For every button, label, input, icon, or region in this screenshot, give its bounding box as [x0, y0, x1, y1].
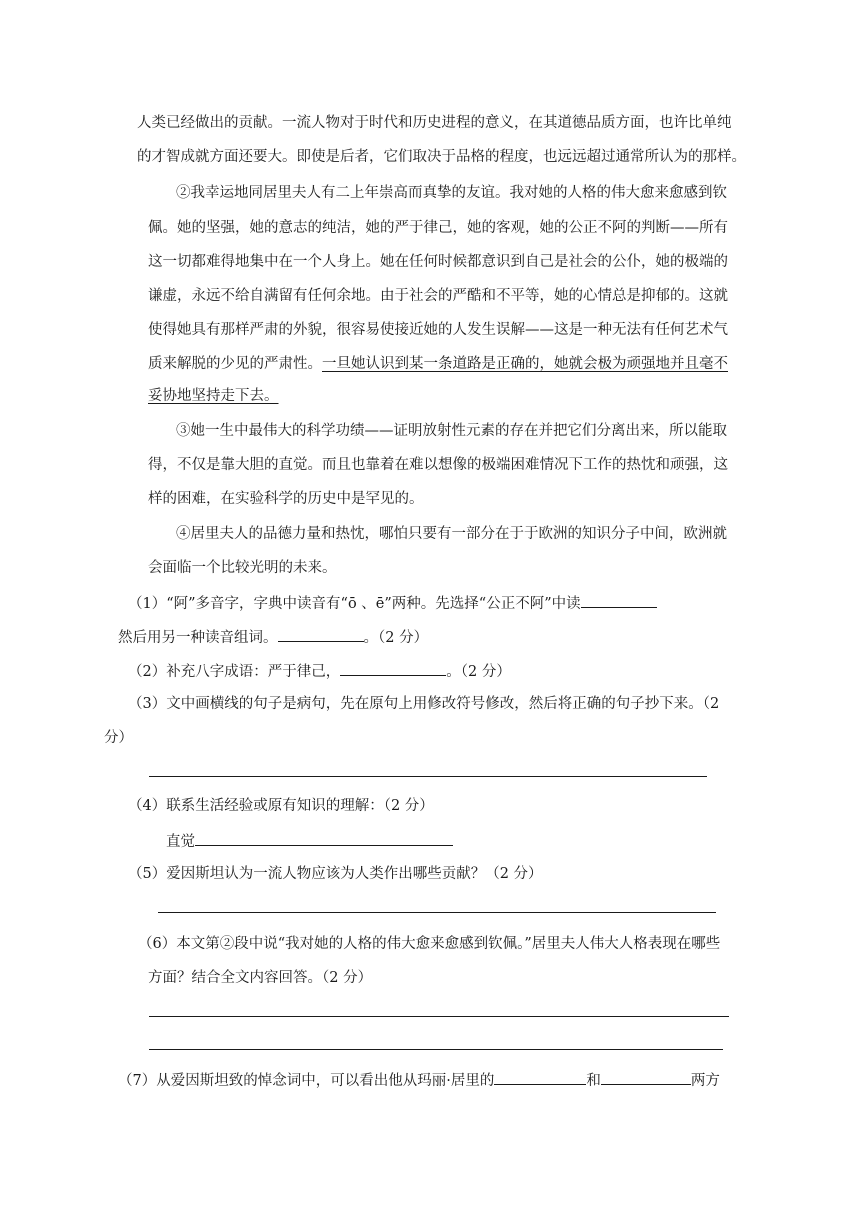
underlined-sentence: 一旦她认识到某一条道路是正确的，她就会极为顽强地并且毫不 — [322, 356, 728, 372]
answer-line[interactable] — [149, 1016, 729, 1017]
question-6: （6）本文第②段中说“我对她的人格的伟大愈来愈感到钦佩。”居里夫人伟大人格表现在哪些 — [138, 936, 721, 952]
question-3-cont: 分） — [104, 730, 133, 746]
question-1-cont — [118, 626, 428, 648]
question-4-cont — [166, 830, 453, 852]
passage-line: ②我幸运地同居里夫人有二上年崇高而真挚的友谊。我对她的人格的伟大愈来愈感到钦 — [176, 185, 727, 201]
answer-line[interactable] — [149, 1049, 723, 1050]
passage-line: 谦虚，永远不给自满留有任何余地。由于社会的严酷和不平等，她的心情总是抑郁的。这就 — [148, 288, 728, 304]
question-7-text: 两方 — [690, 1073, 720, 1089]
answer-blank[interactable] — [195, 830, 453, 846]
answer-blank[interactable] — [278, 626, 364, 642]
answer-blank[interactable] — [601, 1069, 691, 1085]
question-5: （5）爱因斯坦认为一流人物应该为人类作出哪些贡献？（2 分） — [128, 866, 543, 882]
question-7 — [118, 1069, 720, 1091]
question-4-term: 直觉 — [166, 834, 195, 850]
question-6-cont: 方面？结合全文内容回答。（2 分） — [148, 970, 373, 986]
question-2-text: （2）补充八字成语：严于律己， — [128, 664, 341, 680]
question-1 — [128, 592, 657, 614]
question-2 — [128, 660, 511, 682]
question-4: （4）联系生活经验或原有知识的理解：（2 分） — [128, 798, 434, 814]
question-1-text: 然后用另一种读音组词。 — [118, 630, 278, 646]
question-7-text: 和 — [586, 1073, 601, 1089]
answer-blank[interactable] — [581, 592, 657, 608]
passage-line: ④居里夫人的品德力量和热忱，哪怕只要有一部分在于于欧洲的知识分子中间，欧洲就 — [176, 526, 727, 542]
question-7-text: （7）从爱因斯坦致的悼念词中，可以看出他从玛丽·居里的 — [118, 1073, 495, 1089]
answer-line[interactable] — [149, 776, 707, 777]
passage-text: 质来解脱的少见的严肃性。 — [148, 356, 322, 372]
passage-line: 会面临一个比较光明的未来。 — [148, 560, 337, 576]
passage-line: 佩。她的坚强，她的意志的纯洁，她的严于律己，她的客观，她的公正不阿的判断——所有 — [148, 220, 728, 236]
passage-line: 使得她具有那样严肃的外貌，很容易使接近她的人发生误解——这是一种无法有任何艺术气 — [148, 322, 728, 338]
passage-line — [148, 354, 728, 374]
passage-line: 的才智成就方面还要大。即使是后者，它们取决于品格的程度，也远远超过通常所认为的那样。 — [137, 149, 746, 165]
question-1-score: 。（2 分） — [363, 630, 429, 646]
passage-line: 这一切都难得地集中在一个人身上。她在任何时候都意识到自己是社会的公仆，她的极端的 — [148, 254, 728, 270]
question-2-score: 。（2 分） — [446, 664, 511, 680]
passage-line: ③她一生中最伟大的科学功绩——证明放射性元素的存在并把它们分离出来，所以能取 — [176, 423, 727, 439]
question-1-text: （1）“阿”多音字，字典中读音有“ō 、ē”两种。先选择“公正不阿”中读 — [128, 596, 581, 612]
answer-blank[interactable] — [494, 1069, 586, 1085]
underlined-sentence: 妥协地坚持走下去。 — [148, 388, 279, 404]
passage-line: 人类已经做出的贡献。一流人物对于时代和历史进程的意义，在其道德品质方面，也许比单纯 — [137, 115, 732, 131]
answer-line[interactable] — [158, 912, 716, 913]
passage-line: 样的困难，在实验科学的历史中是罕见的。 — [148, 491, 424, 507]
passage-line: 得，不仅是靠大胆的直觉。而且也靠着在难以想像的极端困难情况下工作的热忱和顽强，这 — [148, 457, 728, 473]
answer-blank[interactable] — [340, 660, 446, 676]
question-3: （3）文中画横线的句子是病句，先在原句上用修改符号修改，然后将正确的句子抄下来。（2 — [128, 696, 720, 712]
